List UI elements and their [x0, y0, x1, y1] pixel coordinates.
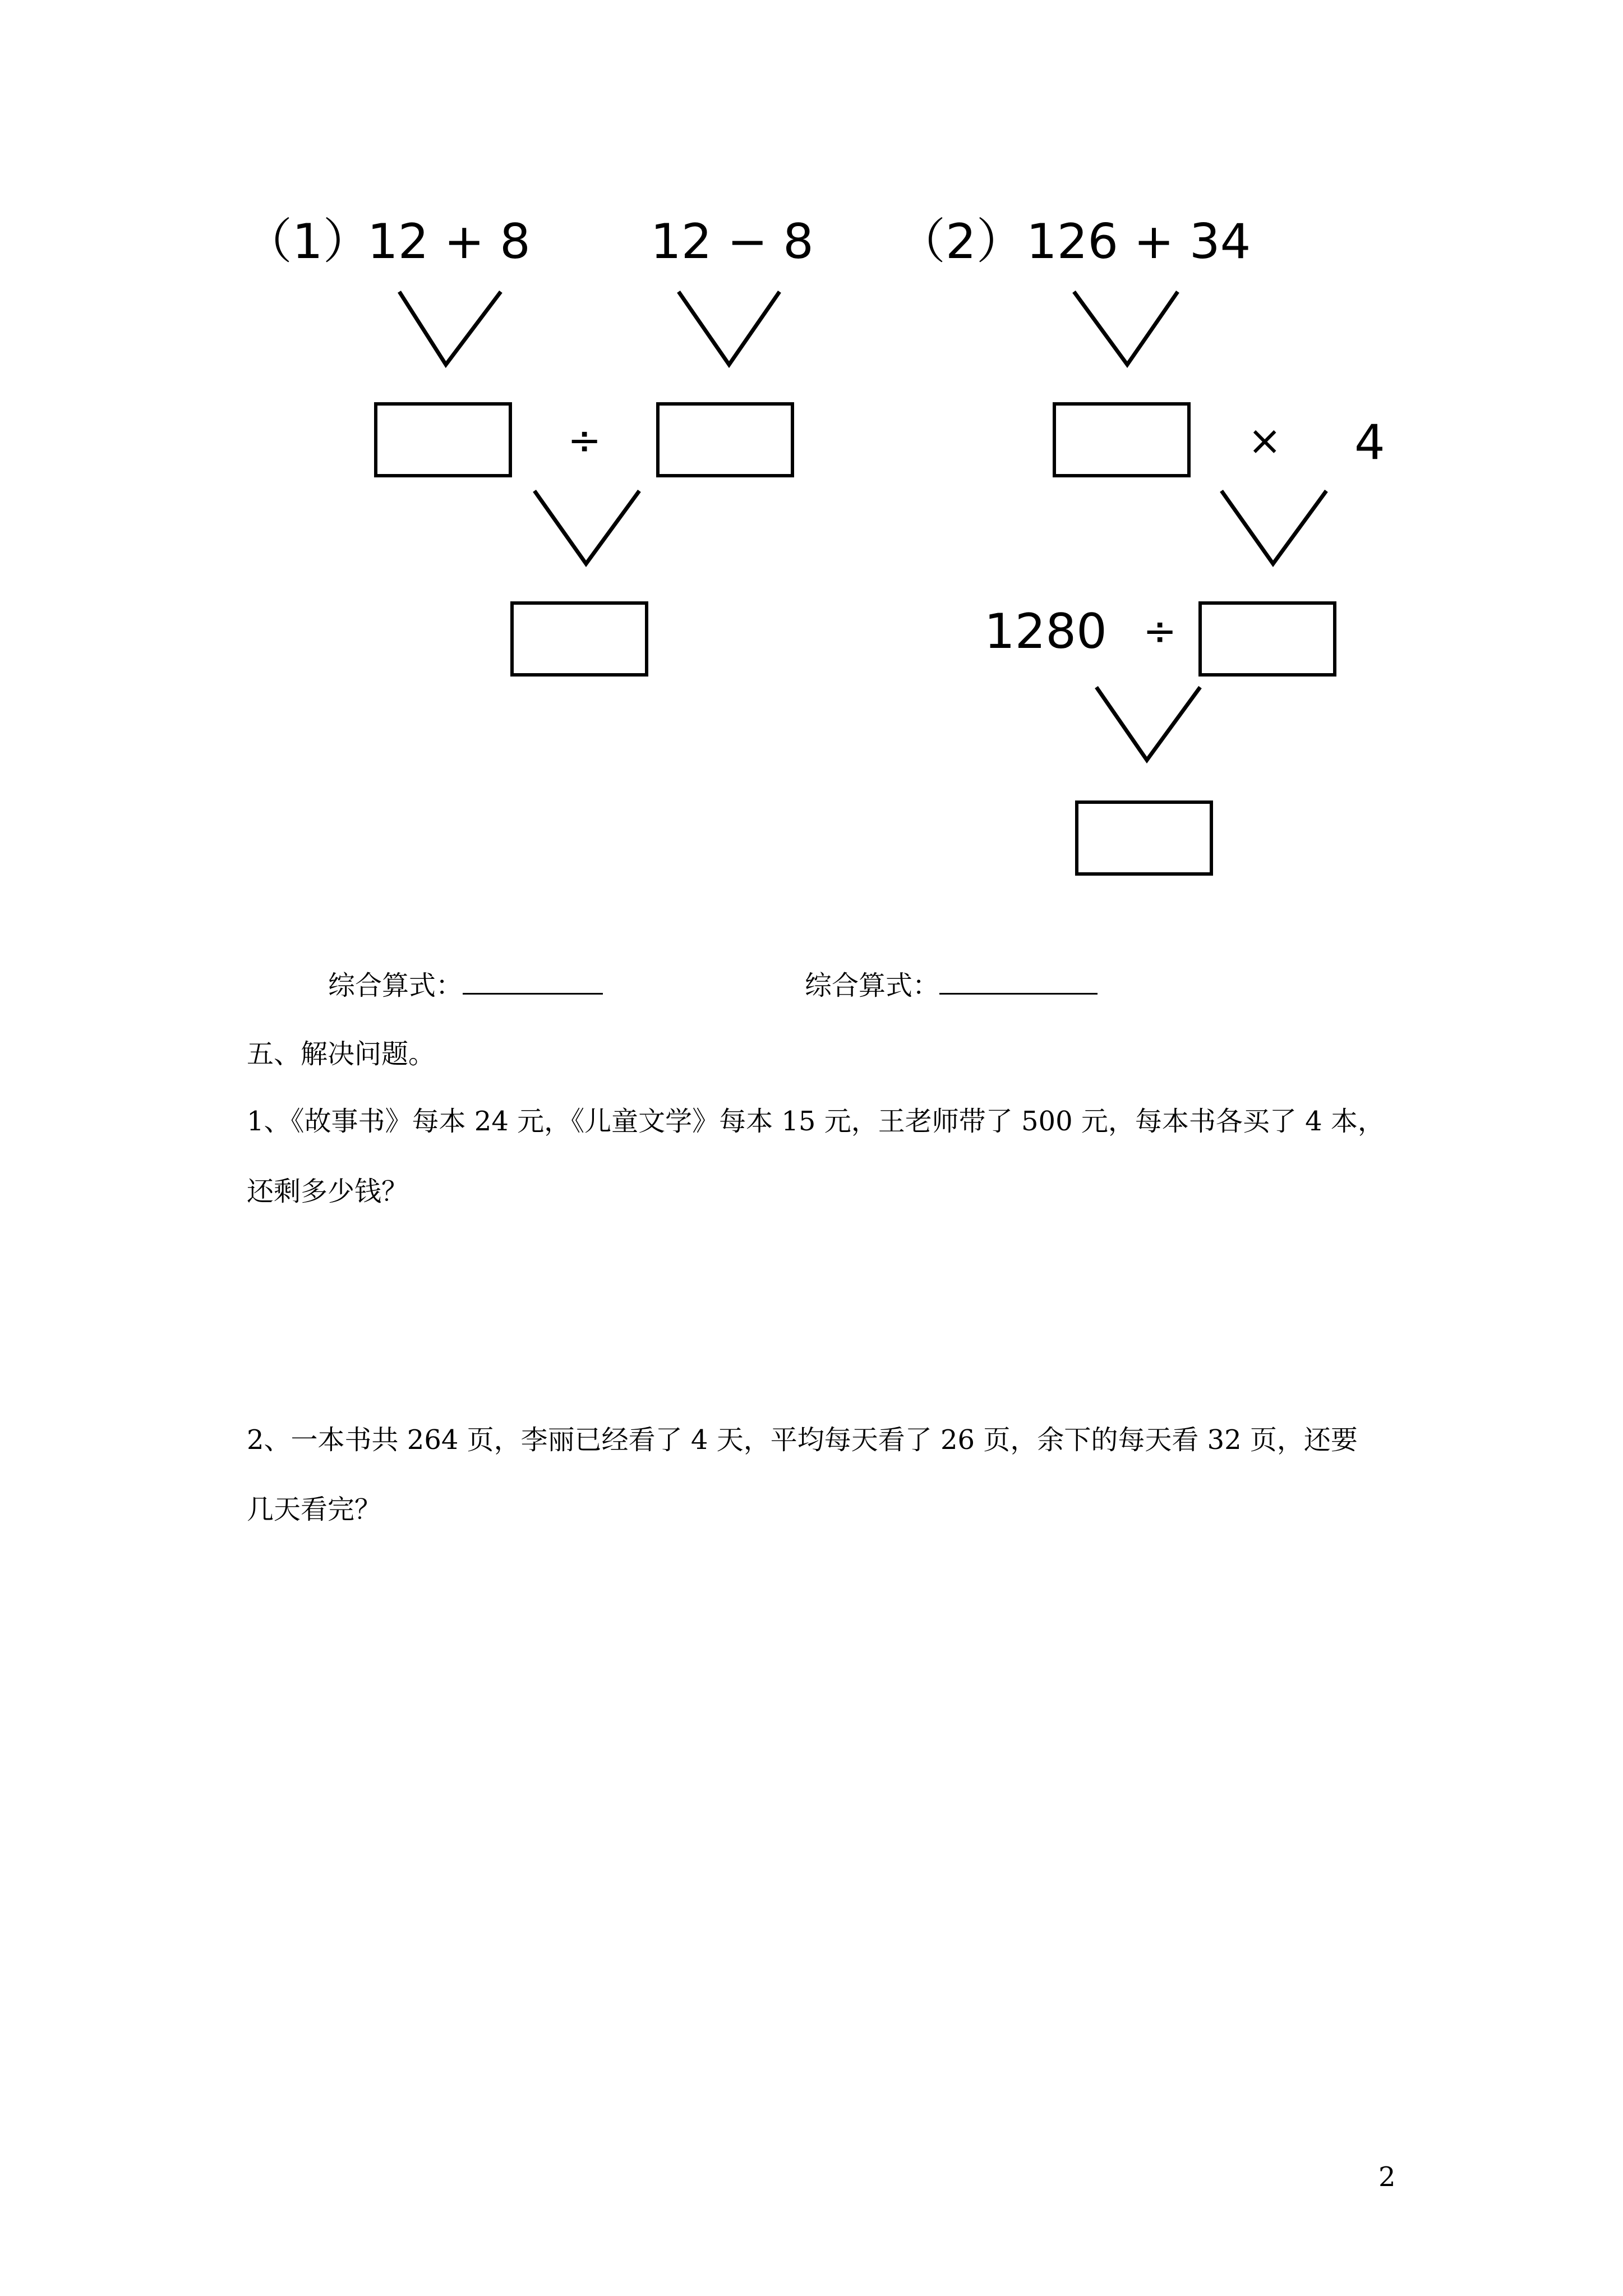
part2-answer-box-product[interactable] [1200, 603, 1335, 675]
formula-label-2: 综合算式： [805, 970, 940, 1001]
part1-answer-box-right[interactable] [658, 404, 792, 476]
formula-line-2 [805, 964, 1098, 1002]
formula-line-1 [328, 964, 603, 1002]
formula-blank-2[interactable] [939, 990, 1098, 995]
part2-answer-box-final[interactable] [1077, 802, 1211, 874]
part1-branch-right [679, 292, 780, 365]
part2-expr-top: 126 + 34 [1026, 214, 1251, 270]
tree-diagram [0, 0, 1623, 926]
part1-answer-box-left[interactable] [376, 404, 510, 476]
formula-blank-1[interactable] [463, 990, 603, 995]
problem-1-line-2: 还剩多少钱？ [247, 1176, 409, 1207]
part2-multiply-sign: × [1248, 417, 1282, 464]
problem-2-line-1: 2、一本书共 264 页，李丽已经看了 4 天，平均每天看了 26 页，余下的每天看 32 页，还要 [247, 1424, 1358, 1456]
part2-branch-top [1074, 292, 1178, 365]
part1-label: （1） [244, 214, 371, 270]
page-number: 2 [1378, 2161, 1396, 2193]
formula-label-1: 综合算式： [328, 970, 463, 1001]
part1-branch-bottom [534, 491, 639, 564]
part2-branch-bottom [1096, 687, 1200, 760]
part1-answer-box-final[interactable] [512, 603, 647, 675]
problem-1-line-1: 1、《故事书》每本 24 元，《儿童文学》每本 15 元，王老师带了 500 元，每本书各买了 4 本， [247, 1106, 1385, 1137]
part2-multiplier: 4 [1354, 415, 1385, 471]
part1-divide-sign: ÷ [568, 417, 602, 464]
problem-2-line-2: 几天看完？ [247, 1494, 382, 1525]
part2-label: （2） [897, 214, 1025, 270]
part1-branch-left [399, 292, 501, 365]
part2-branch-middle [1221, 491, 1326, 564]
part2-answer-box-sum[interactable] [1054, 404, 1189, 476]
part1-expr-left: 12 + 8 [367, 214, 531, 270]
part1-expr-right: 12 − 8 [651, 214, 814, 270]
section-heading: 五、解决问题。 [247, 1038, 436, 1070]
part2-divide-sign: ÷ [1143, 608, 1177, 655]
part2-dividend: 1280 [984, 604, 1107, 660]
